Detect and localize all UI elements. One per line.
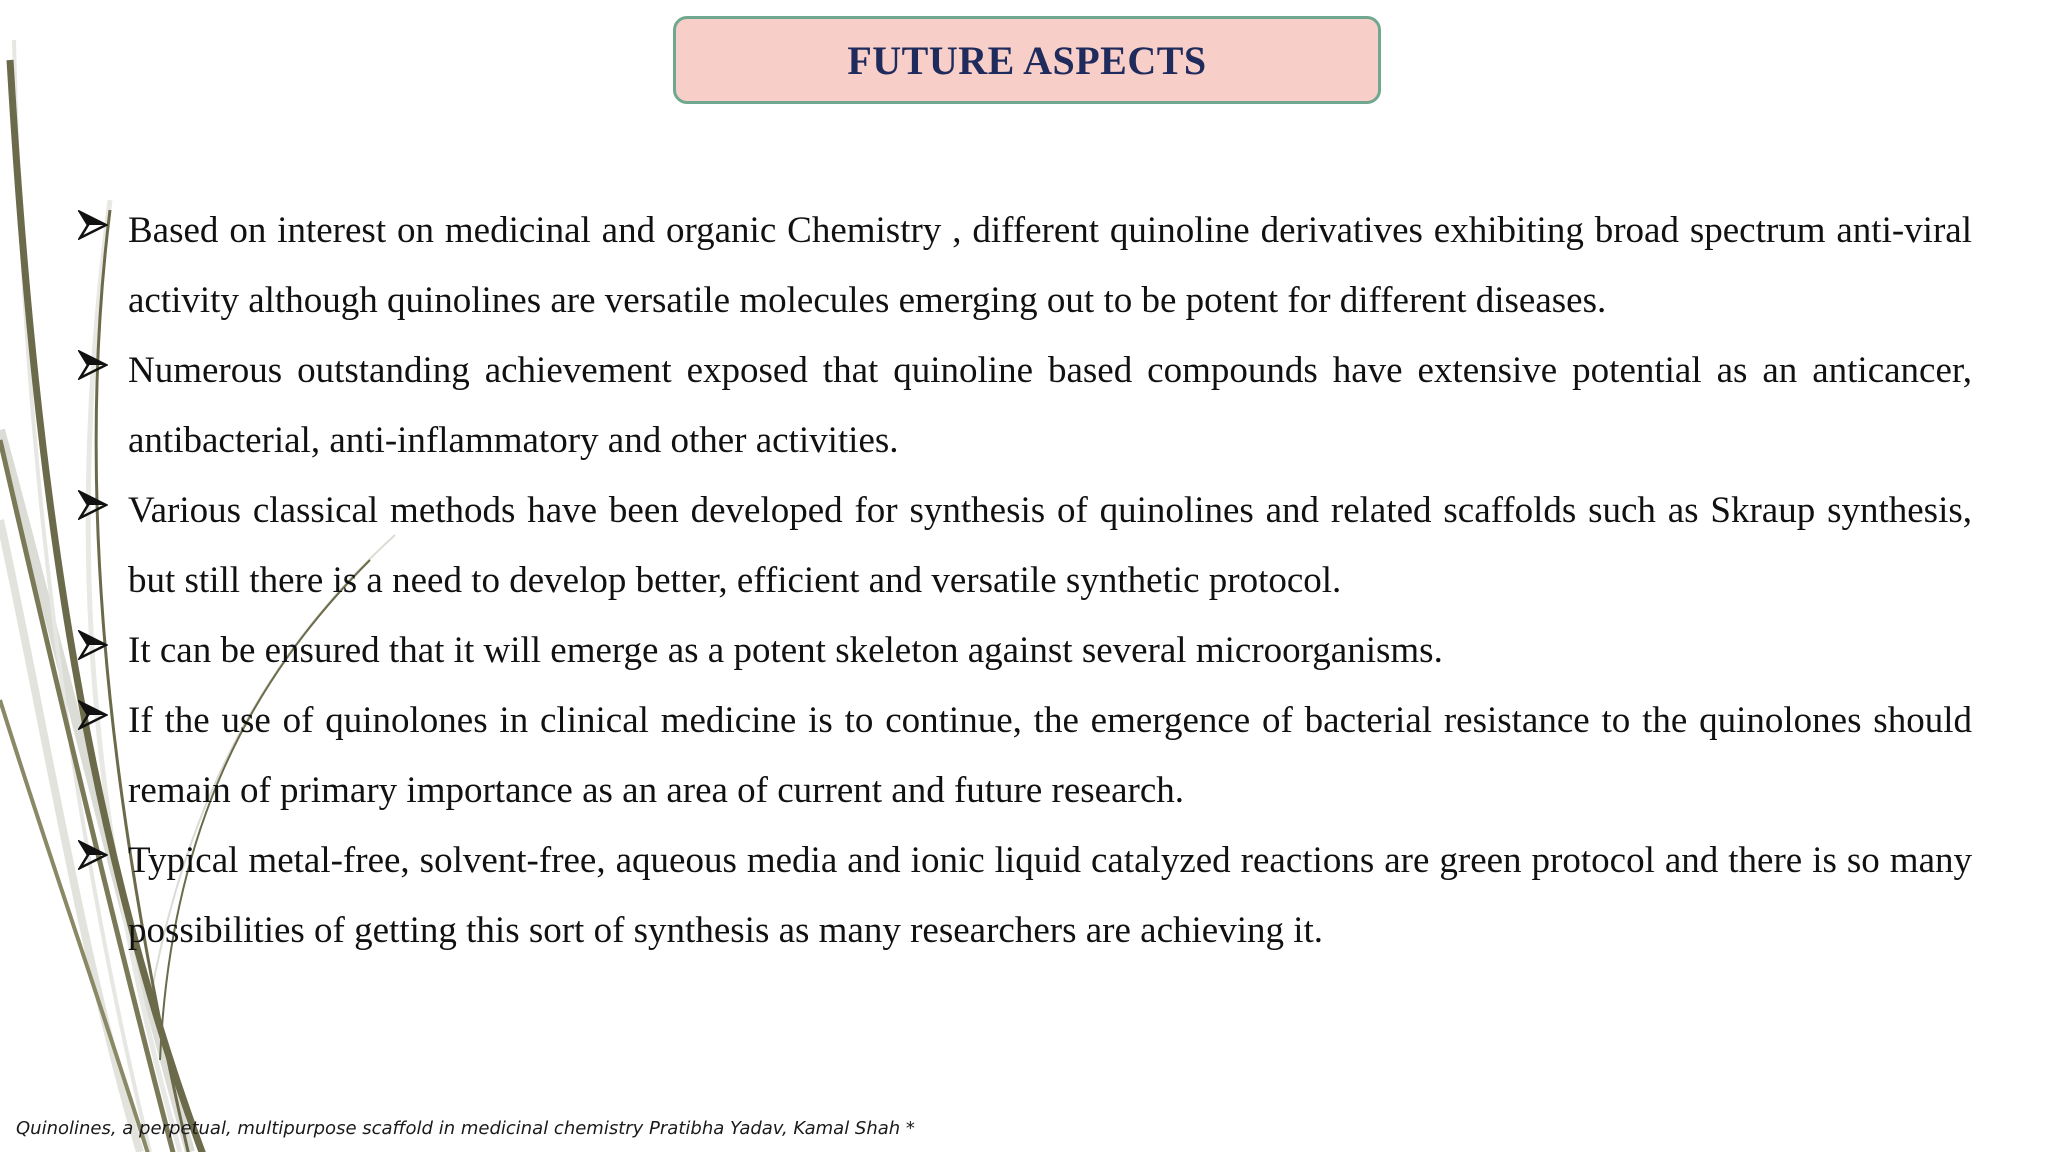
bullet-text: Typical metal-free, solvent-free, aqueous media and ionic liquid catalyzed reactions are green protocol and there is so many possibilities of getting this sort of synthesis as many researchers are achieving it. (128, 840, 1972, 951)
bullet-text: If the use of quinolones in clinical medicine is to continue, the emergence of bacterial resistance to the quinolones should remain of primary importance as an area of current and future research. (128, 700, 1972, 811)
bullet-text: Based on interest on medicinal and organic Chemistry , different quinoline derivatives exhibiting broad spectrum anti-viral activity although quinolines are versatile molecules emerging out to be potent for different diseases. (128, 210, 1972, 321)
bullet-item (78, 476, 1972, 616)
bullet-text: Various classical methods have been developed for synthesis of quinolines and related scaffolds such as Skraup synthesis, but still there is a need to develop better, efficient and versatile synthetic protocol. (128, 490, 1972, 601)
arrowhead-bullet-icon (78, 700, 108, 730)
arrowhead-bullet-icon (78, 350, 108, 380)
title-box (673, 16, 1381, 104)
arrowhead-bullet-icon (78, 840, 108, 870)
bullet-item (78, 616, 1972, 686)
slide-title: FUTURE ASPECTS (847, 37, 1207, 83)
bullet-item (78, 826, 1972, 966)
citation-footer: Quinolines, a perpetual, multipurpose scaffold in medicinal chemistry Pratibha Yadav, Kamal Shah * (16, 1118, 915, 1139)
bullet-item (78, 196, 1972, 336)
bullet-item (78, 336, 1972, 476)
arrowhead-bullet-icon (78, 210, 108, 240)
bullet-item (78, 686, 1972, 826)
bullet-list (78, 196, 1972, 966)
bullet-text: Numerous outstanding achievement exposed that quinoline based compounds have extensive potential as an anticancer, antibacterial, anti-inflammatory and other activities. (128, 350, 1972, 461)
arrowhead-bullet-icon (78, 630, 108, 660)
bullet-text: It can be ensured that it will emerge as a potent skeleton against several microorganisms. (128, 630, 1443, 671)
arrowhead-bullet-icon (78, 490, 108, 520)
